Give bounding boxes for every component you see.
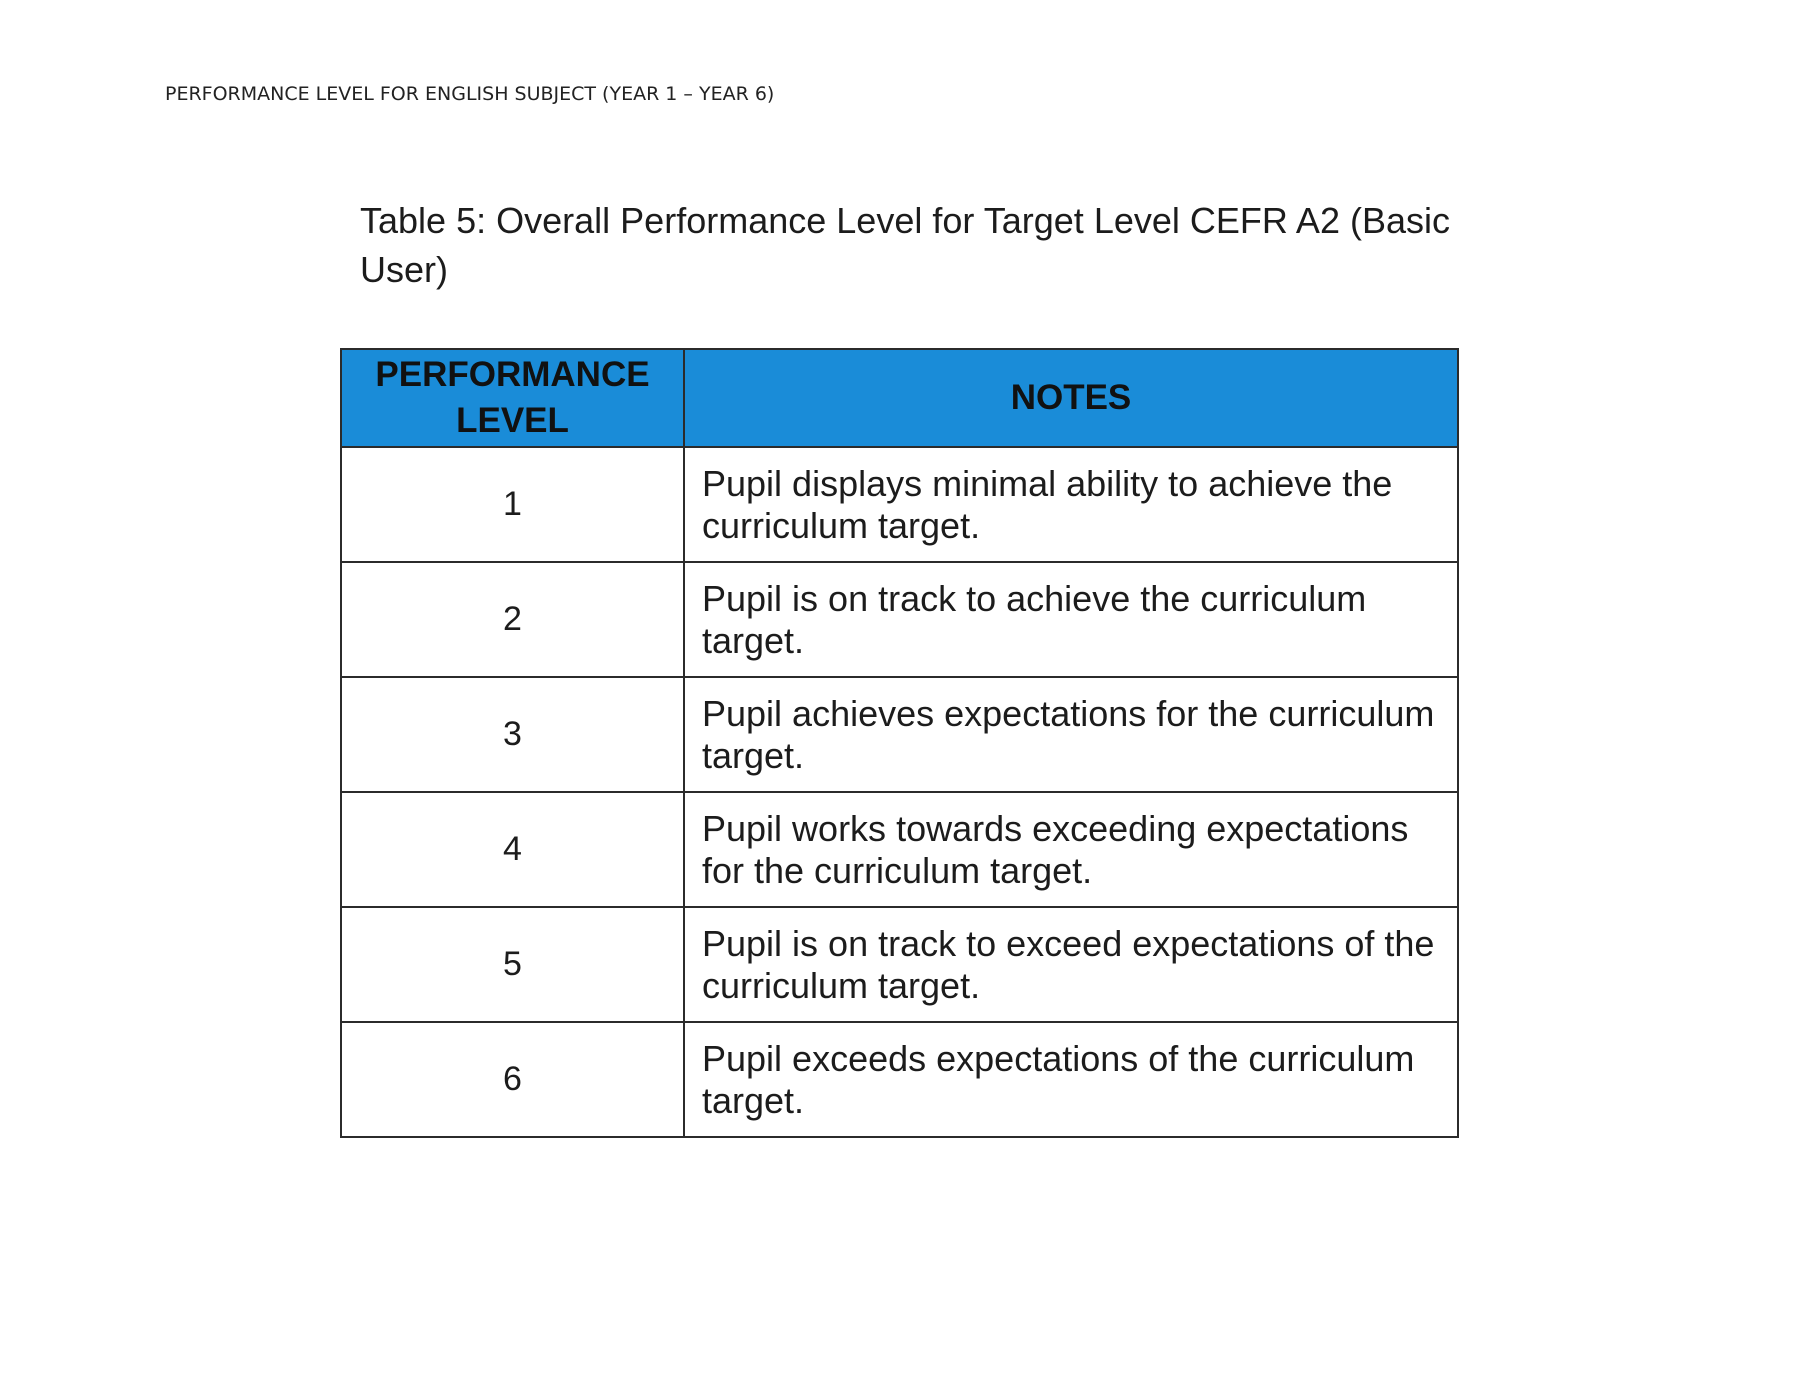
level-cell: 2 xyxy=(341,562,684,677)
note-cell: Pupil displays minimal ability to achieve the curriculum target. xyxy=(684,447,1458,562)
table-caption: Table 5: Overall Performance Level for Target Level CEFR A2 (Basic User) xyxy=(360,200,1450,290)
column-header-notes: NOTES xyxy=(684,349,1458,447)
table-row xyxy=(341,1022,1458,1137)
page-header: PERFORMANCE LEVEL FOR ENGLISH SUBJECT (YEAR 1 – YEAR 6) xyxy=(165,83,775,105)
note-cell: Pupil exceeds expectations of the curriculum target. xyxy=(684,1022,1458,1137)
table-row xyxy=(341,562,1458,677)
level-cell: 4 xyxy=(341,792,684,907)
note-cell: Pupil is on track to achieve the curriculum target. xyxy=(684,562,1458,677)
level-cell: 1 xyxy=(341,447,684,562)
level-cell: 3 xyxy=(341,677,684,792)
note-cell: Pupil achieves expectations for the curriculum target. xyxy=(684,677,1458,792)
level-cell: 5 xyxy=(341,907,684,1022)
performance-level-table xyxy=(340,348,1459,1138)
table-row xyxy=(341,677,1458,792)
note-cell: Pupil works towards exceeding expectations for the curriculum target. xyxy=(684,792,1458,907)
table-row xyxy=(341,447,1458,562)
table-row xyxy=(341,907,1458,1022)
table-row xyxy=(341,792,1458,907)
column-header-performance-level: PERFORMANCE LEVEL xyxy=(341,349,684,447)
table-header-row xyxy=(341,349,1458,447)
level-cell: 6 xyxy=(341,1022,684,1137)
note-cell: Pupil is on track to exceed expectations of the curriculum target. xyxy=(684,907,1458,1022)
